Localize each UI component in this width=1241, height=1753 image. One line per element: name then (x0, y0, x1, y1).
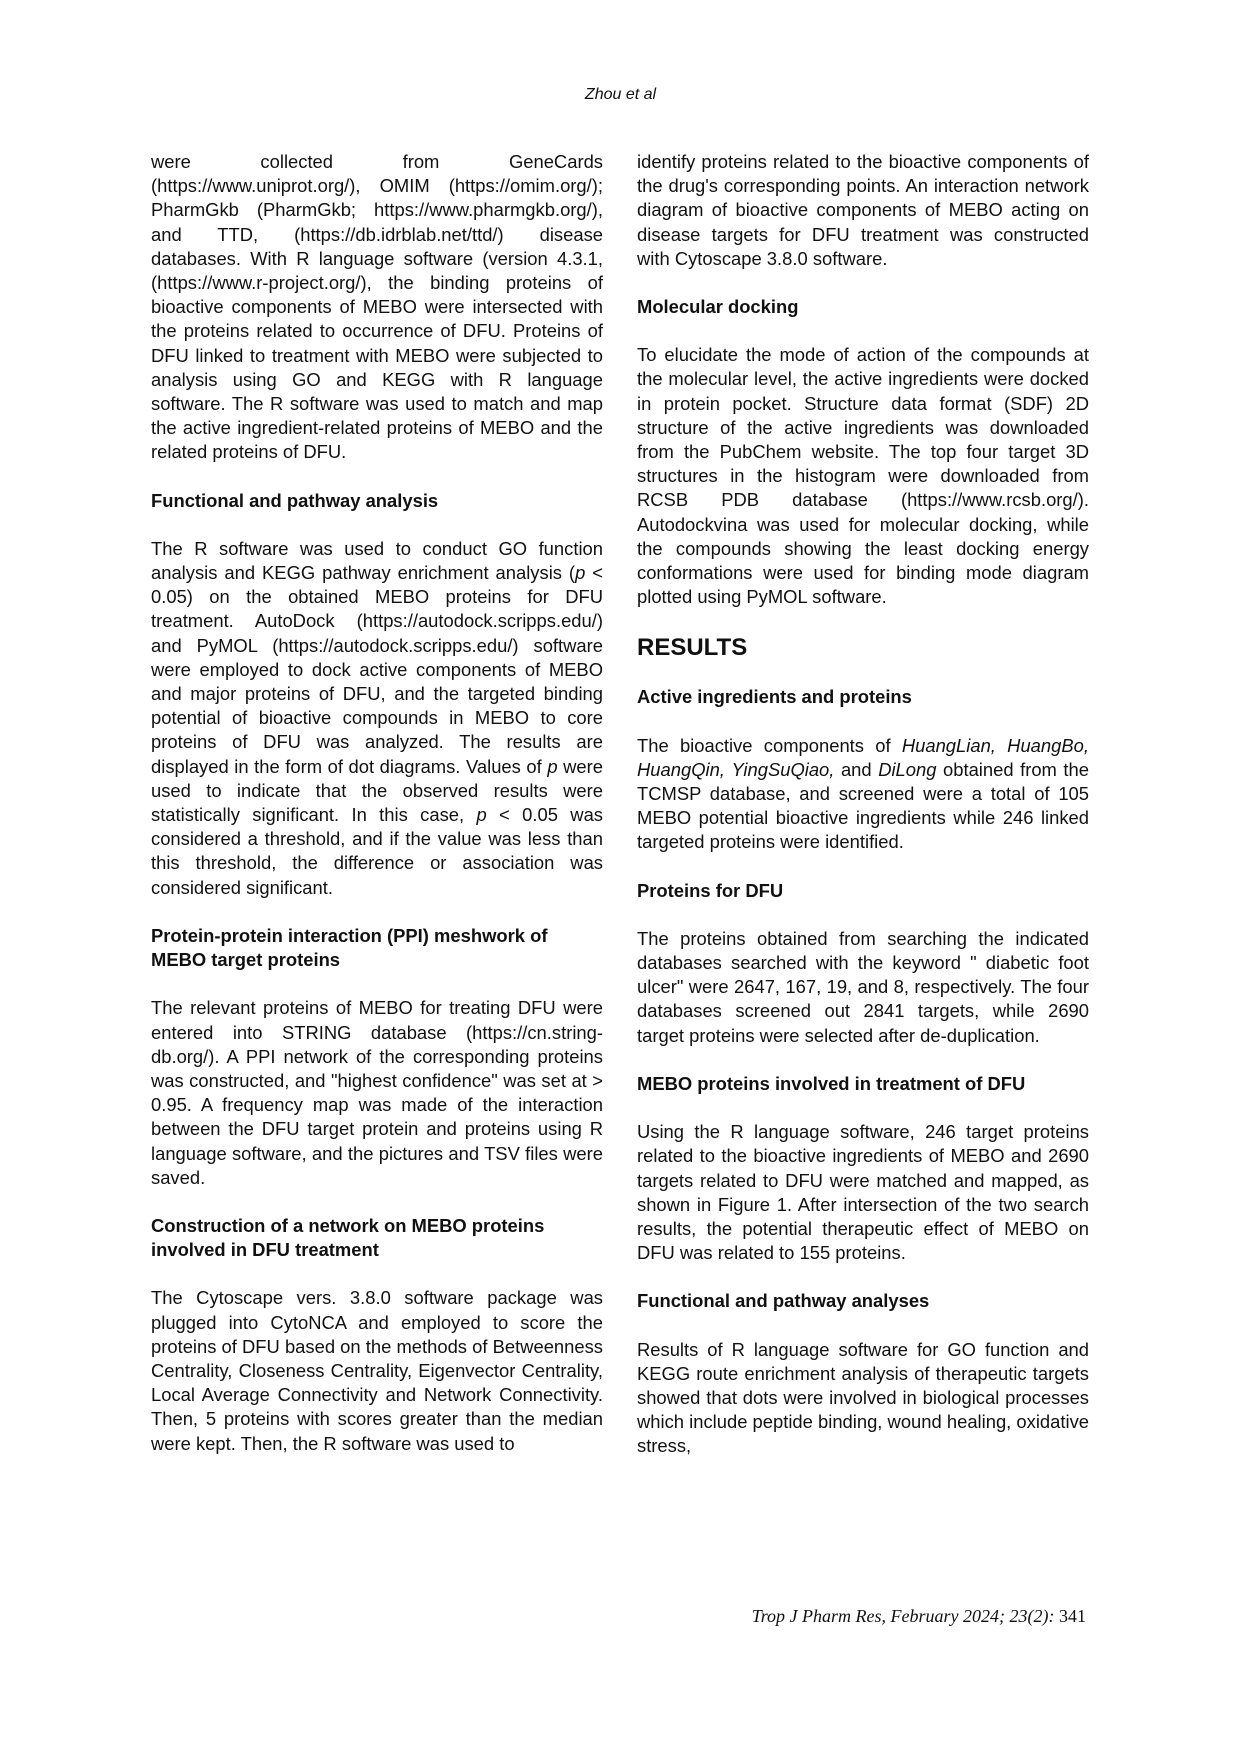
herb-name: HuangBo, (1007, 734, 1089, 756)
heading-functional-pathway-analysis: Functional and pathway analysis (151, 489, 439, 511)
text-fragment: obtained from the TCMSP database, and screened were a total of 105 MEBO potential bioactive ingredients while 246 linked targeted proteins were identified. (637, 758, 1089, 853)
paragraph-databases: were collected from GeneCards (https://www.uniprot.org/), OMIM (https://omim.org/); PharmGkb (PharmGkb; https://www.pharmgkb.org/), and TTD, (https://db.idrblab.net/ttd/) disease databases. With R language software (version 4.3.1, (https://www.r-project.org/), the binding proteins of bioactive components of MEBO were intersected with the proteins related to occurrence of DFU. Proteins of DFU linked to treatment with MEBO were subjected to analysis using GO and KEGG with R language software. The R software was used to match and map the active ingredient-related proteins of MEBO and the related proteins of DFU. (151, 151, 603, 463)
herb-name: YingSuQiao, (731, 758, 835, 780)
journal-footer (752, 1606, 1086, 1627)
text-fragment: and (840, 758, 872, 780)
text-fragment: < 0.05) on the obtained MEBO proteins for DFU treatment. AutoDock (https://autodock.scripps.edu/) and PyMOL (https://autodock.scripps.edu/) software were employed to dock active components of MEBO and major proteins of DFU, and the targeted binding potential of bioactive compounds in MEBO to core proteins of DFU was analyzed. The results are displayed in the form of dot diagrams. Values of (151, 562, 603, 777)
heading-proteins-for-dfu: Proteins for DFU (637, 879, 784, 901)
page-number: 341 (1059, 1606, 1086, 1626)
p-value-symbol: p (547, 755, 558, 777)
heading-results: RESULTS (637, 634, 748, 662)
heading-mebo-proteins-dfu: MEBO proteins involved in treatment of DFU (637, 1072, 1026, 1094)
herb-name: HuangQin, (637, 758, 725, 780)
paragraph-interaction-network: identify proteins related to the bioactive components of the drug's corresponding points. An interaction network diagram of bioactive components of MEBO acting on disease targets for DFU treatment was constructed with Cytoscape 3.8.0 software. (637, 151, 1089, 269)
paragraph-docking-methods: To elucidate the mode of action of the compounds at the molecular level, the active ingredients were docked in protein pocket. Structure data format (SDF) 2D structure of the active ingredients was downloaded from the PubChem website. The top four target 3D structures in the histogram were downloaded from RCSB PDB database (https://www.rcsb.org/). Autodockvina was used for molecular docking, while the compounds showing the least docking energy conformations were used for binding mode diagram plotted using PyMOL software. (637, 344, 1089, 608)
heading-active-ingredients: Active ingredients and proteins (637, 686, 912, 708)
herb-name: HuangLian, (901, 734, 996, 756)
paragraph-cytoscape: The Cytoscape vers. 3.8.0 software package was plugged into CytoNCA and employed to score the proteins of DFU based on the methods of Betweenness Centrality, Closeness Centrality, Eigenvector Centrality, Local Average Connectivity and Network Connectivity. Then, 5 proteins with scores greater than the median were kept. Then, the R software was used to (151, 1287, 603, 1454)
p-value-symbol: p (575, 562, 586, 584)
paragraph-active-ingredients (637, 734, 1089, 855)
text-fragment: were used to indicate that the observed results were statistically significant. In this case, (151, 755, 603, 826)
right-column (637, 150, 1089, 1483)
paragraph-string-database: The relevant proteins of MEBO for treating DFU were entered into STRING database (https://cn.string-db.org/). A PPI network of the corresponding proteins was constructed, and "highest confidence" was set at > 0.95. A frequency map was made of the interaction between the DFU target protein and proteins using R language software, and the pictures and TSV files were saved. (151, 997, 603, 1188)
p-value-symbol: p (476, 804, 487, 826)
heading-functional-pathway-analyses: Functional and pathway analyses (637, 1290, 930, 1312)
herb-name: DiLong (878, 758, 937, 780)
paragraph-go-kegg-methods (151, 537, 603, 900)
journal-citation: Trop J Pharm Res, February 2024; 23(2): (751, 1606, 1055, 1626)
running-head: Zhou et al (584, 86, 657, 103)
paragraph-dfu-proteins: The proteins obtained from searching the indicated databases searched with the keyword " diabetic foot ulcer" were 2647, 167, 19, and 8, respectively. The four databases screened out 2841 targets, while 2690 target proteins were selected after de-duplication. (637, 927, 1089, 1046)
heading-molecular-docking: Molecular docking (637, 296, 799, 318)
paragraph-target-matching: Using the R language software, 246 target proteins related to the bioactive ingredients of MEBO and 2690 targets related to DFU were matched and mapped, as shown in Figure 1. After intersection of the two search results, the potential therapeutic effect of MEBO on DFU was related to 155 proteins. (637, 1121, 1089, 1264)
heading-network-construction: Construction of a network on MEBO proteins involved in DFU treatment (151, 1214, 545, 1261)
text-fragment: < 0.05 was considered a threshold, and if the value was less than this threshold, the difference or association was considered significant. (151, 804, 603, 898)
heading-ppi-meshwork: Protein-protein interaction (PPI) meshwork of MEBO target proteins (151, 924, 548, 971)
paragraph-go-kegg-results: Results of R language software for GO function and KEGG route enrichment analysis of therapeutic targets showed that dots were involved in biological processes which include peptide binding, wound healing, oxidative stress, (637, 1338, 1089, 1457)
left-column (151, 150, 603, 1480)
text-fragment: The bioactive components of (637, 734, 902, 756)
text-fragment: The R software was used to conduct GO function analysis and KEGG pathway enrichment analysis ( (151, 537, 603, 584)
